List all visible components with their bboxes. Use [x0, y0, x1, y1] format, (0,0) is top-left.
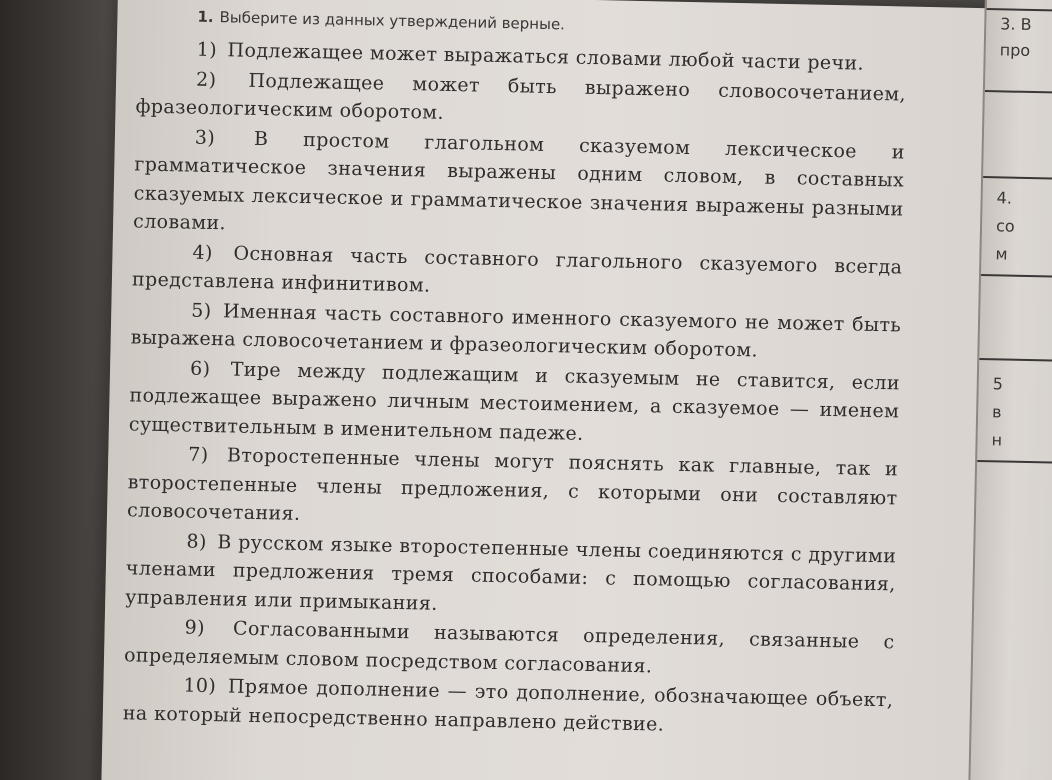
statement-number: 6) [189, 357, 211, 380]
statement-text: Именная часть составного именного сказуемого не может быть выражена словосочетанием и фразеологическим оборотом. [130, 299, 902, 362]
statement-text: В простом глагольном сказуемом лексическое и грамматическое значения выражены одним словом, в составных сказуемых лексическое и грамматическое значения выражены разными словами. [132, 127, 906, 235]
table-rule [987, 8, 1052, 12]
statement-number: 2) [195, 68, 217, 91]
table-rule [979, 358, 1052, 362]
adjacent-fragment: н [991, 430, 1003, 450]
statement-7 [127, 439, 899, 541]
task-title: Выберите из данных утверждений верные. [219, 8, 566, 34]
statement-number: 9) [184, 616, 206, 639]
statement-number: 3) [194, 126, 216, 149]
statement-number: 1) [196, 38, 218, 62]
statement-text: Прямое дополнение — это дополнение, обозначающее объект, на который непосредственно направлено действие. [122, 675, 894, 736]
adjacent-fragment: в [991, 402, 1002, 422]
statement-text: В русском языке второстепенные члены соединяются с другими членами предложения тремя способами: с помощью согласования, управления или примыкания. [125, 530, 897, 615]
statement-number: 10) [183, 674, 217, 698]
statement-number: 4) [192, 241, 214, 264]
statement-number: 8) [186, 530, 208, 553]
task-header [197, 8, 907, 41]
table-rule [981, 274, 1052, 278]
statement-3 [133, 122, 905, 252]
task-number: 1. [197, 7, 214, 27]
statement-8 [125, 526, 897, 628]
table-rule [985, 90, 1052, 94]
table-rule [983, 176, 1052, 180]
adjacent-fragment: 4. [996, 188, 1013, 208]
adjacent-fragment: 3. В [1000, 14, 1032, 34]
table-rule [977, 460, 1052, 464]
statement-text: Подлежащее может выражаться словами любой части речи. [227, 39, 865, 75]
adjacent-fragment: м [995, 244, 1008, 264]
statement-text: Основная часть составного глагольного сказуемого всегда представлена инфинитивом. [131, 241, 903, 297]
adjacent-fragment: 5 [992, 374, 1004, 394]
textbook-page [101, 0, 1018, 780]
statement-text: Тире между подлежащим и сказуемым не ставится, если подлежащее выражено личным местоимением, а сказуемое — именем существительным в именительном падеже. [128, 357, 901, 445]
adjacent-fragment: про [999, 40, 1031, 60]
statement-text: Подлежащее может быть выражено словосочетанием, фразеологическим оборотом. [135, 69, 907, 124]
page-content [123, 6, 908, 744]
statement-number: 5) [191, 299, 212, 322]
statement-text: Второстепенные члены могут пояснять как главные, так и второстепенные члены предложения, с которыми они составляют словосочетания. [126, 444, 899, 525]
adjacent-fragment: со [995, 216, 1015, 236]
statement-text: Согласованными называются определения, связанные с определяемым словом посредством согласования. [123, 617, 895, 677]
statement-6 [129, 353, 901, 455]
statement-number: 7) [188, 443, 209, 466]
